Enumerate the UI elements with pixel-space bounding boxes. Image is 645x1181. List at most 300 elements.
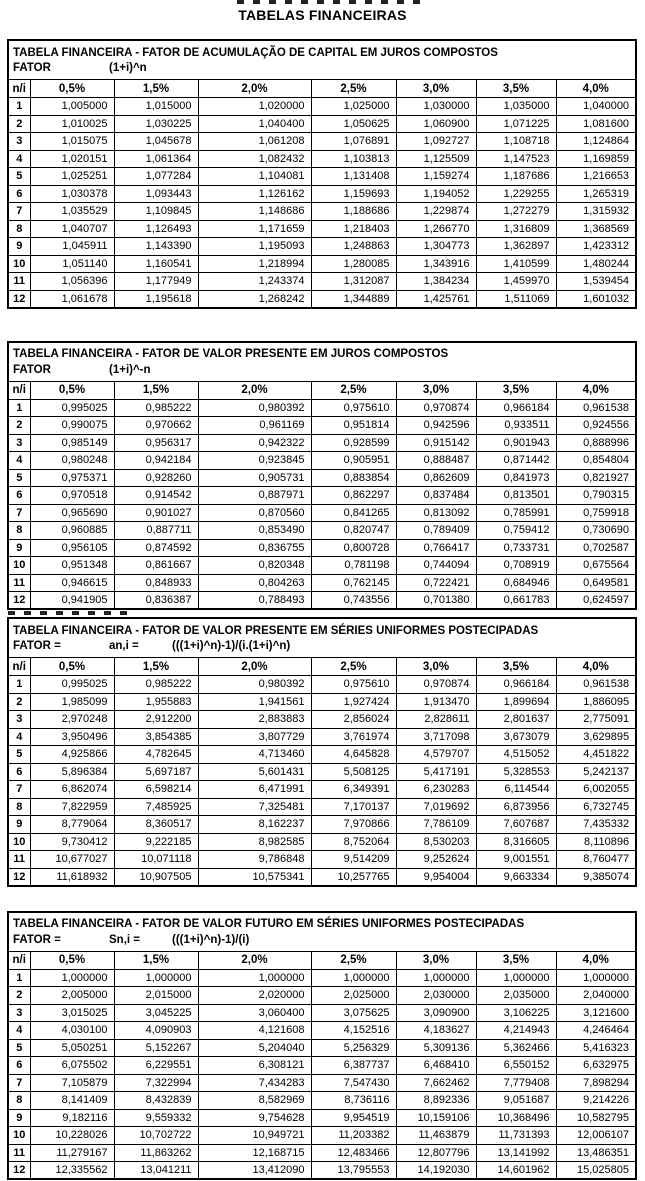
table-cell: 2,970248 — [30, 711, 114, 729]
table-cell: 5,697187 — [114, 763, 198, 781]
table-cell: 4,925866 — [30, 746, 114, 764]
table-cell: 0,956105 — [30, 539, 114, 557]
table-row — [8, 1109, 636, 1127]
col-header-rate: 2,5% — [311, 381, 396, 399]
table-cell: 4,030100 — [30, 1022, 114, 1040]
table-cell: 7,607687 — [476, 816, 556, 834]
row-number: 1 — [8, 399, 30, 417]
table-cell: 7,105879 — [30, 1074, 114, 1092]
financial-table — [7, 341, 637, 611]
table-cell: 1,216653 — [556, 168, 636, 186]
table-row — [8, 816, 636, 834]
row-number: 8 — [8, 1092, 30, 1110]
table-cell: 0,990075 — [30, 417, 114, 435]
table-row — [8, 969, 636, 987]
row-number: 10 — [8, 255, 30, 273]
table-cell: 4,515052 — [476, 746, 556, 764]
col-header-n: n/i — [8, 381, 30, 399]
table-cell: 6,862074 — [30, 781, 114, 799]
table-row — [8, 487, 636, 505]
table-cell: 1,000000 — [311, 969, 396, 987]
table-row — [8, 417, 636, 435]
table-cell: 1,108718 — [476, 133, 556, 151]
table-cell: 0,942596 — [396, 417, 476, 435]
row-number: 2 — [8, 115, 30, 133]
table-cell: 10,582795 — [556, 1109, 636, 1127]
table-cell: 7,822959 — [30, 798, 114, 816]
table-cell: 1,312087 — [311, 273, 396, 291]
table-cell: 7,019692 — [396, 798, 476, 816]
clipped-text-artifact — [8, 611, 136, 615]
row-number: 4 — [8, 728, 30, 746]
table-row — [8, 1022, 636, 1040]
col-header-rate: 3,5% — [476, 658, 556, 676]
table-cell: 6,075502 — [30, 1057, 114, 1075]
table-row — [8, 255, 636, 273]
table-cell: 0,702587 — [556, 539, 636, 557]
fator-formula: (1+i)^-n — [109, 363, 151, 376]
table-cell: 1,000000 — [556, 969, 636, 987]
table-cell: 0,661783 — [476, 592, 556, 610]
table-cell: 5,242137 — [556, 763, 636, 781]
table-cell: 8,779064 — [30, 816, 114, 834]
table-cell: 1,081600 — [556, 115, 636, 133]
table-cell: 6,468410 — [396, 1057, 476, 1075]
table-cell: 4,713460 — [198, 746, 311, 764]
table-cell: 1,511069 — [476, 290, 556, 308]
table-cell: 3,950496 — [30, 728, 114, 746]
table-cell: 5,508125 — [311, 763, 396, 781]
fator-formula: (1+i)^n — [109, 62, 147, 74]
table-cell: 4,183627 — [396, 1022, 476, 1040]
row-number: 8 — [8, 522, 30, 540]
table-cell: 10,071118 — [114, 851, 198, 869]
col-header-rate: 0,5% — [30, 80, 114, 98]
table-cell: 11,863262 — [114, 1144, 198, 1162]
fator-formula: (((1+i)^n)-1)/(i) — [172, 933, 250, 946]
table-cell: 1,061364 — [114, 150, 198, 168]
table-cell: 0,888996 — [556, 434, 636, 452]
table-cell: 13,486351 — [556, 1144, 636, 1162]
table-cell: 4,451822 — [556, 746, 636, 764]
table-cell: 1,218994 — [198, 255, 311, 273]
table-title: TABELA FINANCEIRA - FATOR DE ACUMULAÇÃO DE CAPITAL EM JUROS COMPOSTOS — [13, 46, 498, 59]
col-header-rate: 3,5% — [476, 80, 556, 98]
table-cell: 0,684946 — [476, 574, 556, 592]
financial-table — [7, 39, 637, 309]
table-cell: 0,722421 — [396, 574, 476, 592]
table-cell: 0,961538 — [556, 399, 636, 417]
col-header-n: n/i — [8, 80, 30, 98]
table-cell: 5,362466 — [476, 1039, 556, 1057]
table-row — [8, 1039, 636, 1057]
table-row — [8, 1144, 636, 1162]
table-row — [8, 711, 636, 729]
table-cell: 13,141992 — [476, 1144, 556, 1162]
table-cell: 1,886095 — [556, 693, 636, 711]
fator-row — [8, 639, 636, 658]
table-cell: 11,618932 — [30, 868, 114, 886]
table-cell: 2,005000 — [30, 987, 114, 1005]
table-cell: 2,775091 — [556, 711, 636, 729]
table-cell: 3,673079 — [476, 728, 556, 746]
table-row — [8, 1162, 636, 1180]
row-number: 2 — [8, 987, 30, 1005]
table-cell: 1,126162 — [198, 185, 311, 203]
table-cell: 1,000000 — [396, 969, 476, 987]
row-number: 3 — [8, 434, 30, 452]
table-cell: 0,946615 — [30, 574, 114, 592]
table-cell: 4,152516 — [311, 1022, 396, 1040]
table-cell: 0,975371 — [30, 469, 114, 487]
table-cell: 5,601431 — [198, 763, 311, 781]
row-number: 11 — [8, 273, 30, 291]
table-cell: 8,982585 — [198, 833, 311, 851]
table-valor-futuro-series-uniformes — [7, 911, 645, 1181]
table-cell: 1,148686 — [198, 203, 311, 221]
table-cell: 4,121608 — [198, 1022, 311, 1040]
table-cell: 9,730412 — [30, 833, 114, 851]
col-header-rate: 1,5% — [114, 80, 198, 98]
row-number: 7 — [8, 504, 30, 522]
table-cell: 1,265319 — [556, 185, 636, 203]
table-cell: 5,204040 — [198, 1039, 311, 1057]
table-row — [8, 1127, 636, 1145]
table-cell: 11,731393 — [476, 1127, 556, 1145]
table-cell: 0,862297 — [311, 487, 396, 505]
table-cell: 0,915142 — [396, 434, 476, 452]
table-cell: 13,041211 — [114, 1162, 198, 1180]
table-cell: 9,754628 — [198, 1109, 311, 1127]
col-header-rate: 2,0% — [198, 80, 311, 98]
table-row — [8, 833, 636, 851]
table-title: TABELA FINANCEIRA - FATOR DE VALOR FUTURO EM SÉRIES UNIFORMES POSTECIPADAS — [13, 918, 525, 930]
row-number: 9 — [8, 539, 30, 557]
table-cell: 1,423312 — [556, 238, 636, 256]
table-cell: 8,162237 — [198, 816, 311, 834]
table-cell: 1,000000 — [30, 969, 114, 987]
col-header-rate: 4,0% — [556, 80, 636, 98]
table-row — [8, 763, 636, 781]
table-row — [8, 539, 636, 557]
table-cell: 0,813501 — [476, 487, 556, 505]
table-cell: 1,076891 — [311, 133, 396, 151]
table-cell: 1,315932 — [556, 203, 636, 221]
table-valor-presente-juros-compostos — [7, 341, 645, 611]
table-cell: 8,752064 — [311, 833, 396, 851]
table-cell: 1,268242 — [198, 290, 311, 308]
table-cell: 12,335562 — [30, 1162, 114, 1180]
table-row — [8, 399, 636, 417]
table-cell: 1,195618 — [114, 290, 198, 308]
table-cell: 0,624597 — [556, 592, 636, 610]
table-cell: 0,966184 — [476, 399, 556, 417]
row-number: 6 — [8, 487, 30, 505]
table-cell: 9,222185 — [114, 833, 198, 851]
table-cell: 1,025251 — [30, 168, 114, 186]
fator-row — [8, 363, 636, 382]
table-cell: 1,159693 — [311, 185, 396, 203]
table-cell: 1,941561 — [198, 693, 311, 711]
table-cell: 2,828611 — [396, 711, 476, 729]
table-cell: 7,434283 — [198, 1074, 311, 1092]
table-row — [8, 220, 636, 238]
table-cell: 0,961169 — [198, 417, 311, 435]
table-cell: 0,788493 — [198, 592, 311, 610]
table-cell: 9,252624 — [396, 851, 476, 869]
table-title: TABELA FINANCEIRA - FATOR DE VALOR PRESENTE EM JUROS COMPOSTOS — [13, 348, 449, 360]
row-number: 12 — [8, 290, 30, 308]
table-cell: 3,075625 — [311, 1004, 396, 1022]
table-cell: 1,927424 — [311, 693, 396, 711]
table-cell: 9,514209 — [311, 851, 396, 869]
table-cell: 4,782645 — [114, 746, 198, 764]
table-cell: 9,663334 — [476, 868, 556, 886]
financial-table — [7, 617, 637, 887]
table-row — [8, 987, 636, 1005]
table-acumulacao-capital — [7, 39, 645, 309]
fator-row — [8, 933, 636, 952]
table-cell: 13,412090 — [198, 1162, 311, 1180]
col-header-n: n/i — [8, 951, 30, 969]
table-cell: 6,229551 — [114, 1057, 198, 1075]
table-cell: 0,995025 — [30, 399, 114, 417]
table-cell: 12,483466 — [311, 1144, 396, 1162]
row-number: 8 — [8, 220, 30, 238]
table-cell: 0,961538 — [556, 676, 636, 694]
table-cell: 8,316605 — [476, 833, 556, 851]
table-cell: 1,272279 — [476, 203, 556, 221]
table-cell: 1,218403 — [311, 220, 396, 238]
table-cell: 6,230283 — [396, 781, 476, 799]
table-cell: 0,861667 — [114, 557, 198, 575]
table-cell: 8,736116 — [311, 1092, 396, 1110]
table-cell: 0,862609 — [396, 469, 476, 487]
row-number: 2 — [8, 417, 30, 435]
row-number: 11 — [8, 851, 30, 869]
table-cell: 2,015000 — [114, 987, 198, 1005]
row-number: 1 — [8, 969, 30, 987]
table-cell: 12,168715 — [198, 1144, 311, 1162]
table-cell: 0,821927 — [556, 469, 636, 487]
table-cell: 0,933511 — [476, 417, 556, 435]
table-row — [8, 1004, 636, 1022]
table-cell: 0,941905 — [30, 592, 114, 610]
table-cell: 7,485925 — [114, 798, 198, 816]
table-cell: 2,883883 — [198, 711, 311, 729]
table-cell: 0,888487 — [396, 452, 476, 470]
table-cell: 0,841265 — [311, 504, 396, 522]
table-cell: 0,965690 — [30, 504, 114, 522]
table-cell: 0,854804 — [556, 452, 636, 470]
table-cell: 1,143390 — [114, 238, 198, 256]
table-cell: 1,160541 — [114, 255, 198, 273]
row-number: 10 — [8, 833, 30, 851]
table-cell: 0,785991 — [476, 504, 556, 522]
table-row — [8, 434, 636, 452]
row-number: 12 — [8, 592, 30, 610]
table-cell: 0,874592 — [114, 539, 198, 557]
table-row — [8, 238, 636, 256]
table-cell: 10,702722 — [114, 1127, 198, 1145]
table-cell: 11,463879 — [396, 1127, 476, 1145]
fator-symbol: an,i = — [109, 640, 139, 652]
table-cell: 0,743556 — [311, 592, 396, 610]
table-cell: 0,800728 — [311, 539, 396, 557]
table-cell: 1,171659 — [198, 220, 311, 238]
row-number: 11 — [8, 574, 30, 592]
table-cell: 0,942322 — [198, 434, 311, 452]
table-cell: 1,035000 — [476, 98, 556, 116]
table-cell: 0,914542 — [114, 487, 198, 505]
table-cell: 9,214226 — [556, 1092, 636, 1110]
table-cell: 0,853490 — [198, 522, 311, 540]
table-cell: 1,045911 — [30, 238, 114, 256]
row-number: 5 — [8, 469, 30, 487]
col-header-rate: 2,0% — [198, 658, 311, 676]
table-row — [8, 469, 636, 487]
col-header-rate: 3,5% — [476, 381, 556, 399]
table-row — [8, 133, 636, 151]
row-number: 12 — [8, 1162, 30, 1180]
row-number: 5 — [8, 1039, 30, 1057]
table-cell: 1,000000 — [198, 969, 311, 987]
table-cell: 8,432839 — [114, 1092, 198, 1110]
table-cell: 10,257765 — [311, 868, 396, 886]
table-cell: 1,124864 — [556, 133, 636, 151]
table-cell: 0,766417 — [396, 539, 476, 557]
table-cell: 1,125509 — [396, 150, 476, 168]
table-cell: 6,308121 — [198, 1057, 311, 1075]
table-cell: 0,956317 — [114, 434, 198, 452]
table-cell: 1,243374 — [198, 273, 311, 291]
table-cell: 3,015025 — [30, 1004, 114, 1022]
table-cell: 6,387737 — [311, 1057, 396, 1075]
table-cell: 0,975610 — [311, 399, 396, 417]
table-cell: 1,384234 — [396, 273, 476, 291]
table-cell: 0,951814 — [311, 417, 396, 435]
table-cell: 8,760477 — [556, 851, 636, 869]
row-number: 3 — [8, 1004, 30, 1022]
table-cell: 1,093443 — [114, 185, 198, 203]
table-row — [8, 746, 636, 764]
table-cell: 1,082432 — [198, 150, 311, 168]
table-cell: 1,060900 — [396, 115, 476, 133]
table-cell: 9,954004 — [396, 868, 476, 886]
table-cell: 2,025000 — [311, 987, 396, 1005]
table-cell: 4,246464 — [556, 1022, 636, 1040]
table-cell: 3,717098 — [396, 728, 476, 746]
row-number: 6 — [8, 1057, 30, 1075]
row-number: 7 — [8, 1074, 30, 1092]
table-cell: 4,090903 — [114, 1022, 198, 1040]
row-number: 8 — [8, 798, 30, 816]
table-cell: 1,899694 — [476, 693, 556, 711]
table-cell: 6,598214 — [114, 781, 198, 799]
table-cell: 1,316809 — [476, 220, 556, 238]
table-row — [8, 203, 636, 221]
table-title: TABELA FINANCEIRA - FATOR DE VALOR PRESENTE EM SÉRIES UNIFORMES POSTECIPADAS — [13, 624, 539, 637]
table-cell: 1,601032 — [556, 290, 636, 308]
table-cell: 2,856024 — [311, 711, 396, 729]
table-cell: 1,368569 — [556, 220, 636, 238]
table-cell: 1,000000 — [114, 969, 198, 987]
table-cell: 10,677027 — [30, 851, 114, 869]
table-cell: 3,761974 — [311, 728, 396, 746]
table-cell: 7,322994 — [114, 1074, 198, 1092]
table-cell: 3,629895 — [556, 728, 636, 746]
fator-label: FATOR = — [13, 640, 61, 652]
row-number: 9 — [8, 238, 30, 256]
table-cell: 0,762145 — [311, 574, 396, 592]
table-row — [8, 781, 636, 799]
table-cell: 0,730690 — [556, 522, 636, 540]
col-header-rate: 3,0% — [396, 80, 476, 98]
table-cell: 0,820348 — [198, 557, 311, 575]
table-cell: 1,344889 — [311, 290, 396, 308]
fator-label: FATOR — [13, 62, 51, 74]
table-cell: 5,309136 — [396, 1039, 476, 1057]
table-cell: 6,002055 — [556, 781, 636, 799]
row-number: 9 — [8, 816, 30, 834]
table-cell: 1,056396 — [30, 273, 114, 291]
fator-label: FATOR — [13, 363, 51, 376]
table-cell: 1,051140 — [30, 255, 114, 273]
table-cell: 0,883854 — [311, 469, 396, 487]
table-cell: 1,061208 — [198, 133, 311, 151]
row-number: 6 — [8, 185, 30, 203]
table-cell: 1,030225 — [114, 115, 198, 133]
table-cell: 0,887971 — [198, 487, 311, 505]
table-cell: 1,000000 — [476, 969, 556, 987]
table-cell: 3,121600 — [556, 1004, 636, 1022]
table-row — [8, 676, 636, 694]
table-cell: 3,090900 — [396, 1004, 476, 1022]
table-cell: 0,744094 — [396, 557, 476, 575]
row-number: 3 — [8, 711, 30, 729]
table-cell: 7,325481 — [198, 798, 311, 816]
table-cell: 0,708919 — [476, 557, 556, 575]
fator-symbol: Sn,i = — [109, 933, 140, 946]
fator-row — [8, 61, 636, 80]
col-header-rate: 1,5% — [114, 658, 198, 676]
table-cell: 0,820747 — [311, 522, 396, 540]
row-number: 9 — [8, 1109, 30, 1127]
table-row — [8, 115, 636, 133]
table-cell: 14,601962 — [476, 1162, 556, 1180]
table-cell: 0,970874 — [396, 399, 476, 417]
table-cell: 1,187686 — [476, 168, 556, 186]
table-cell: 3,060400 — [198, 1004, 311, 1022]
table-cell: 13,795553 — [311, 1162, 396, 1180]
table-cell: 3,106225 — [476, 1004, 556, 1022]
table-row — [8, 557, 636, 575]
table-row — [8, 290, 636, 308]
table-cell: 12,006107 — [556, 1127, 636, 1145]
table-cell: 6,550152 — [476, 1057, 556, 1075]
table-cell: 1,103813 — [311, 150, 396, 168]
table-row — [8, 592, 636, 610]
table-row — [8, 185, 636, 203]
table-cell: 0,901943 — [476, 434, 556, 452]
table-cell: 0,841973 — [476, 469, 556, 487]
table-row — [8, 574, 636, 592]
col-header-rate: 3,0% — [396, 951, 476, 969]
table-cell: 1,104081 — [198, 168, 311, 186]
table-cell: 1,071225 — [476, 115, 556, 133]
col-header-rate: 2,0% — [198, 381, 311, 399]
table-cell: 1,015075 — [30, 133, 114, 151]
